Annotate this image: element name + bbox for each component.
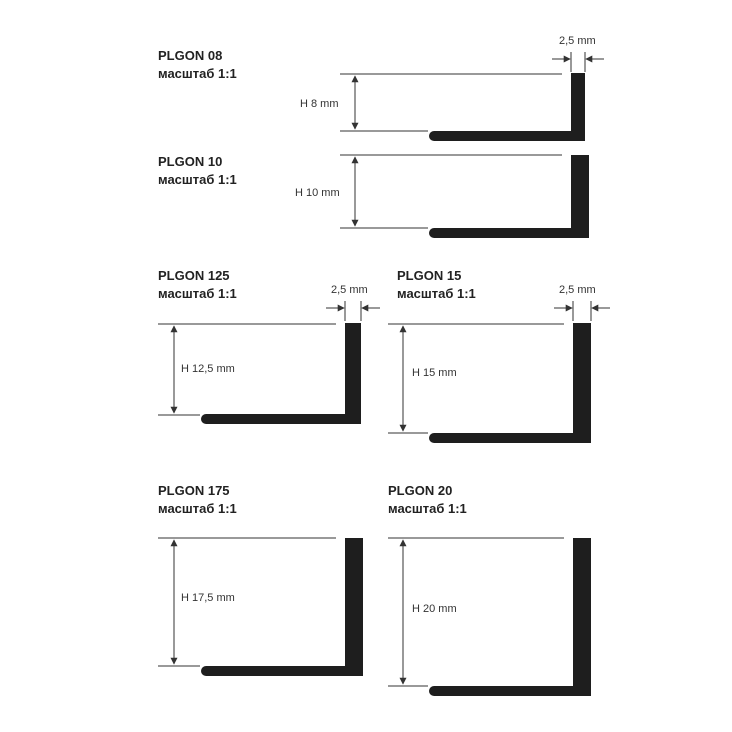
profile-title: PLGON 175	[158, 483, 230, 498]
thickness-label: 2,5 mm	[559, 284, 596, 296]
profile-plgon-175	[158, 483, 363, 676]
profile-scale: масштаб 1:1	[388, 501, 467, 516]
profile-title: PLGON 20	[388, 483, 453, 498]
height-label: H 15 mm	[412, 367, 457, 379]
height-label: H 17,5 mm	[181, 592, 235, 604]
profile-title: PLGON 08	[158, 48, 223, 63]
profile-scale: масштаб 1:1	[158, 501, 237, 516]
profile-plgon-08	[158, 35, 604, 141]
profile-scale: масштаб 1:1	[158, 66, 237, 81]
profile-title: PLGON 125	[158, 268, 230, 283]
profile-title: PLGON 10	[158, 154, 223, 169]
l-profile-shape	[429, 538, 591, 696]
thickness-label: 2,5 mm	[559, 35, 596, 47]
height-label: H 20 mm	[412, 603, 457, 615]
height-label: H 12,5 mm	[181, 363, 235, 375]
height-label: H 8 mm	[300, 98, 339, 110]
l-profile-shape	[429, 323, 591, 443]
profile-plgon-15	[388, 268, 610, 443]
profile-plgon-125	[158, 268, 380, 424]
l-profile-shape	[429, 73, 585, 141]
thickness-label: 2,5 mm	[331, 284, 368, 296]
profile-plgon-10	[158, 154, 589, 238]
profile-scale: масштаб 1:1	[158, 286, 237, 301]
profile-title: PLGON 15	[397, 268, 462, 283]
profile-plgon-20	[388, 483, 591, 696]
height-label: H 10 mm	[295, 187, 340, 199]
profile-scale: масштаб 1:1	[397, 286, 476, 301]
profile-scale: масштаб 1:1	[158, 172, 237, 187]
l-profile-shape	[201, 538, 363, 676]
l-profile-shape	[429, 155, 589, 238]
